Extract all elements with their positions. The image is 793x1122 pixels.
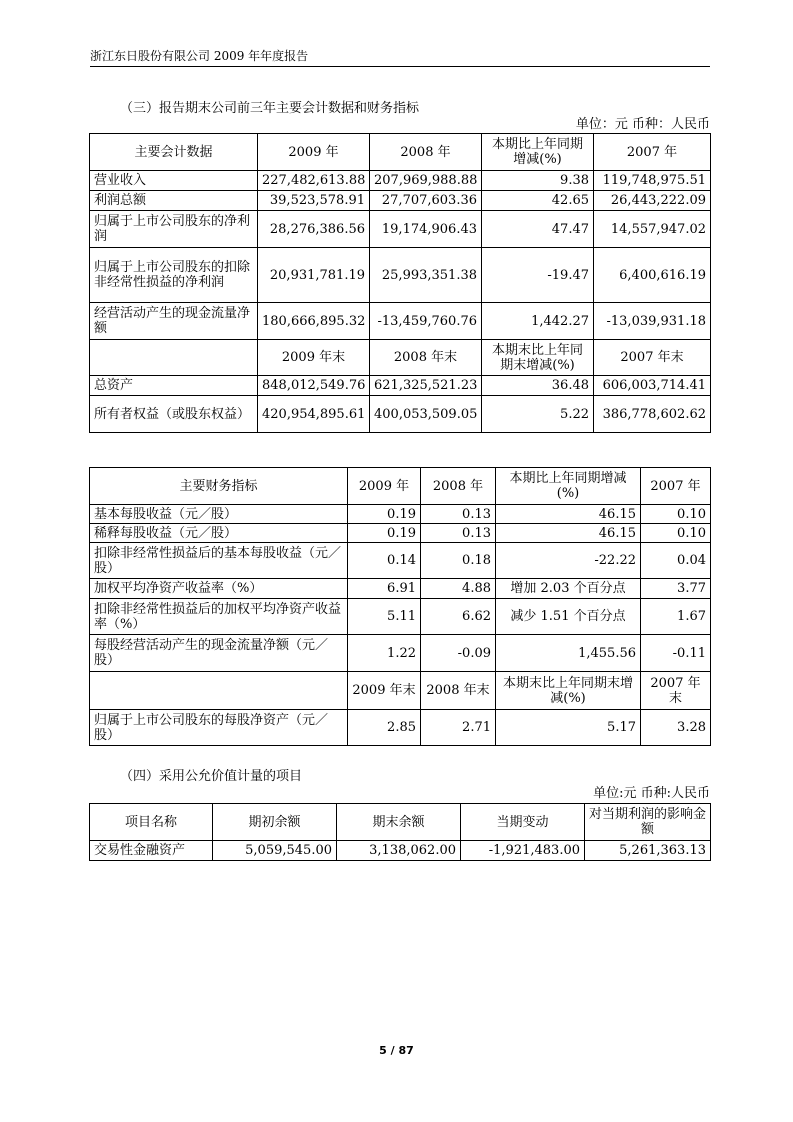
table-header-row (90, 134, 711, 171)
table-row (90, 376, 711, 396)
row-label: 归属于上市公司股东的每股净资产（元／股） (90, 710, 348, 746)
table-row (90, 191, 711, 211)
value-cell: 25,993,351.38 (370, 248, 482, 303)
value-cell: 3.28 (641, 710, 711, 746)
value-cell: 0.19 (348, 505, 421, 524)
value-cell: 119,748,975.51 (594, 171, 711, 191)
value-cell: 5,261,363.13 (585, 841, 711, 861)
header-cell: 本期比上年同期增减(%) (496, 468, 641, 505)
financial-indicators-table (89, 467, 711, 746)
value-cell: 减少 1.51 个百分点 (496, 599, 641, 635)
value-cell: 0.19 (348, 524, 421, 543)
accounting-data-table (89, 133, 711, 433)
header-cell: 2009 年 (258, 134, 370, 171)
header-cell: 当期变动 (461, 804, 585, 841)
value-cell: 1.22 (348, 635, 421, 672)
header-cell: 2008 年 (421, 468, 496, 505)
value-cell: 36.48 (482, 376, 594, 396)
value-cell: 20,931,781.19 (258, 248, 370, 303)
header-cell: 2008 年末 (421, 672, 496, 710)
value-cell: 0.10 (641, 505, 711, 524)
header-cell: 2009 年末 (258, 340, 370, 376)
header-cell: 本期末比上年同期末增减(%) (482, 340, 594, 376)
row-label: 交易性金融资产 (90, 841, 213, 861)
row-label: 总资产 (90, 376, 258, 396)
page-number: 5 / 87 (379, 1044, 414, 1057)
header-cell: 本期比上年同期增减(%) (482, 134, 594, 171)
header-cell: 期末余额 (337, 804, 461, 841)
table-row (90, 248, 711, 303)
header-cell: 2008 年 (370, 134, 482, 171)
row-label: 归属于上市公司股东的净利润 (90, 211, 258, 248)
value-cell: 42.65 (482, 191, 594, 211)
value-cell: -19.47 (482, 248, 594, 303)
value-cell: 5.11 (348, 599, 421, 635)
table-header-row (90, 804, 711, 841)
value-cell: -13,459,760.76 (370, 303, 482, 340)
value-cell: 386,778,602.62 (594, 396, 711, 433)
header-cell (90, 672, 348, 710)
value-cell: 606,003,714.41 (594, 376, 711, 396)
value-cell: 5,059,545.00 (213, 841, 337, 861)
value-cell: 47.47 (482, 211, 594, 248)
header-cell: 本期末比上年同期末增减(%) (496, 672, 641, 710)
section4-title: （四）采用公允价值计量的项目 (120, 769, 303, 784)
row-label: 加权平均净资产收益率（%） (90, 579, 348, 599)
value-cell: 0.18 (421, 543, 496, 579)
header-cell: 2007 年 (641, 468, 711, 505)
value-cell: 0.13 (421, 524, 496, 543)
header-cell: 2009 年末 (348, 672, 421, 710)
value-cell: 14,557,947.02 (594, 211, 711, 248)
row-label: 每股经营活动产生的现金流量净额（元／股） (90, 635, 348, 672)
value-cell: 3,138,062.00 (337, 841, 461, 861)
table-row (90, 710, 711, 746)
header-cell: 主要会计数据 (90, 134, 258, 171)
table-row (90, 303, 711, 340)
table-row (90, 396, 711, 433)
row-label: 稀释每股收益（元／股） (90, 524, 348, 543)
value-cell: 180,666,895.32 (258, 303, 370, 340)
value-cell: 4.88 (421, 579, 496, 599)
value-cell: 增加 2.03 个百分点 (496, 579, 641, 599)
table-header-row (90, 468, 711, 505)
value-cell: 0.13 (421, 505, 496, 524)
table-row (90, 505, 711, 524)
row-label: 扣除非经常性损益后的加权平均净资产收益率（%） (90, 599, 348, 635)
header-cell (90, 340, 258, 376)
row-label: 基本每股收益（元／股） (90, 505, 348, 524)
header-divider (90, 66, 710, 67)
header-cell: 2007 年末 (641, 672, 711, 710)
value-cell: -0.11 (641, 635, 711, 672)
value-cell: 2.71 (421, 710, 496, 746)
value-cell: -13,039,931.18 (594, 303, 711, 340)
value-cell: 6,400,616.19 (594, 248, 711, 303)
value-cell: 207,969,988.88 (370, 171, 482, 191)
header-cell: 期初余额 (213, 804, 337, 841)
header-cell: 对当期利润的影响金额 (585, 804, 711, 841)
table-row (90, 211, 711, 248)
value-cell: 39,523,578.91 (258, 191, 370, 211)
table-row (90, 543, 711, 579)
value-cell: 6.91 (348, 579, 421, 599)
section3-unit: 单位：元 币种：人民币 (575, 117, 710, 132)
value-cell: -22.22 (496, 543, 641, 579)
header-cell: 项目名称 (90, 804, 213, 841)
value-cell: 0.14 (348, 543, 421, 579)
value-cell: 227,482,613.88 (258, 171, 370, 191)
value-cell: 3.77 (641, 579, 711, 599)
value-cell: 1,442.27 (482, 303, 594, 340)
table-row (90, 171, 711, 191)
value-cell: 2.85 (348, 710, 421, 746)
table-row (90, 841, 711, 861)
value-cell: 27,707,603.36 (370, 191, 482, 211)
value-cell: 0.04 (641, 543, 711, 579)
table-subheader-row (90, 340, 711, 376)
table-row (90, 524, 711, 543)
row-label: 经营活动产生的现金流量净额 (90, 303, 258, 340)
header-cell: 2007 年末 (594, 340, 711, 376)
row-label: 营业收入 (90, 171, 258, 191)
table-row (90, 635, 711, 672)
value-cell: 848,012,549.76 (258, 376, 370, 396)
header-cell: 2008 年末 (370, 340, 482, 376)
table-subheader-row (90, 672, 711, 710)
value-cell: 9.38 (482, 171, 594, 191)
value-cell: 6.62 (421, 599, 496, 635)
value-cell: 1,455.56 (496, 635, 641, 672)
table-row (90, 599, 711, 635)
fair-value-table (89, 803, 711, 861)
section4-unit: 单位:元 币种:人民币 (593, 786, 710, 801)
header-cell: 2007 年 (594, 134, 711, 171)
value-cell: -1,921,483.00 (461, 841, 585, 861)
value-cell: -0.09 (421, 635, 496, 672)
header-cell: 2009 年 (348, 468, 421, 505)
row-label: 扣除非经常性损益后的基本每股收益（元／股） (90, 543, 348, 579)
table-row (90, 579, 711, 599)
report-header: 浙江东日股份有限公司 2009 年年度报告 (90, 49, 309, 63)
value-cell: 28,276,386.56 (258, 211, 370, 248)
value-cell: 26,443,222.09 (594, 191, 711, 211)
row-label: 归属于上市公司股东的扣除非经常性损益的净利润 (90, 248, 258, 303)
value-cell: 400,053,509.05 (370, 396, 482, 433)
value-cell: 46.15 (496, 505, 641, 524)
value-cell: 19,174,906.43 (370, 211, 482, 248)
header-cell: 主要财务指标 (90, 468, 348, 505)
value-cell: 5.22 (482, 396, 594, 433)
row-label: 所有者权益（或股东权益） (90, 396, 258, 433)
value-cell: 0.10 (641, 524, 711, 543)
value-cell: 621,325,521.23 (370, 376, 482, 396)
value-cell: 5.17 (496, 710, 641, 746)
value-cell: 46.15 (496, 524, 641, 543)
row-label: 利润总额 (90, 191, 258, 211)
section3-title: （三）报告期末公司前三年主要会计数据和财务指标 (120, 101, 420, 116)
value-cell: 420,954,895.61 (258, 396, 370, 433)
value-cell: 1.67 (641, 599, 711, 635)
